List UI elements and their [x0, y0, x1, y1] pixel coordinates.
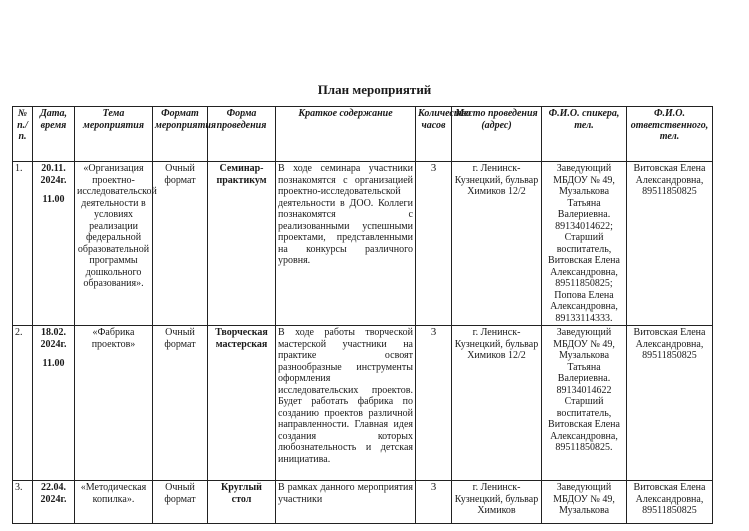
cell-responsible: Витовская Елена Александровна, 89511850825 [627, 162, 713, 326]
cell-summary: В ходе работы творческой мастерской участники на практике освоят разнообразные инструменты оформления исследовательских проектов. Будет работать фабрика по созданию проектов различной направленности. Главная идея создания которых любознательность и детская инициатива. [276, 326, 416, 481]
event-time: 11.00 [42, 194, 65, 205]
cell-hours: 3 [416, 481, 452, 524]
header-responsible: Ф.И.О. ответственного, тел. [627, 107, 713, 162]
header-hours: Количество часов [416, 107, 452, 162]
events-plan-table [12, 106, 713, 524]
cell-format: Очный формат [153, 481, 208, 524]
cell-form: Творческая мастерская [208, 326, 276, 481]
cell-format: Очный формат [153, 326, 208, 481]
table-row [13, 326, 713, 481]
header-summary: Краткое содержание [276, 107, 416, 162]
table-header-row [13, 107, 713, 162]
event-date: 18.02. 2024г. [40, 327, 67, 350]
page-title: План мероприятий [317, 82, 432, 97]
cell-num: 2. [13, 326, 33, 481]
cell-num: 1. [13, 162, 33, 326]
cell-place: г. Ленинск-Кузнецкий, бульвар Химиков 12/2 [452, 326, 542, 481]
cell-place: г. Ленинск-Кузнецкий, бульвар Химиков 12/2 [452, 162, 542, 326]
cell-speaker: Заведующий МБДОУ № 49, Музалькова Татьяна Валериевна. 89134014622 Старший воспитатель, Витовская Елена Александровна, 89511850825. [542, 326, 627, 481]
cell-hours: 3 [416, 326, 452, 481]
cell-summary: В ходе семинара участники познакомятся с организацией проектно-исследовательской деятельности в ДОО. Коллеги познакомятся с реализованными успешными проектами, представленными на конкурсы различного уровня. [276, 162, 416, 326]
table-row [13, 162, 713, 326]
cell-place: г. Ленинск-Кузнецкий, бульвар Химиков [452, 481, 542, 524]
cell-date [33, 481, 75, 524]
cell-summary: В рамках данного мероприятия участники [276, 481, 416, 524]
event-time: 11.00 [42, 358, 65, 369]
cell-responsible: Витовская Елена Александровна, 89511850825 [627, 326, 713, 481]
cell-hours: 3 [416, 162, 452, 326]
cell-date [33, 162, 75, 326]
header-theme: Тема мероприятия [75, 107, 153, 162]
cell-form: Круглый стол [208, 481, 276, 524]
header-date: Дата, время [33, 107, 75, 162]
cell-speaker: Заведующий МБДОУ № 49, Музалькова Татьяна Валериевна. 89134014622; Старший воспитатель, Витовская Елена Александровна, 89511850825; Попова Елена Александровна, 89133114333. [542, 162, 627, 326]
cell-theme: «Фабрика проектов» [75, 326, 153, 481]
cell-num: 3. [13, 481, 33, 524]
event-date: 20.11. 2024г. [40, 163, 67, 186]
table-row [13, 481, 713, 524]
header-num: № п./п. [13, 107, 33, 162]
header-form: Форма проведения [208, 107, 276, 162]
cell-theme: «Организация проектно-исследовательской деятельности в условиях реализации федеральной образовательной программы дошкольного образования». [75, 162, 153, 326]
cell-date [33, 326, 75, 481]
header-format: Формат мероприятия [153, 107, 208, 162]
cell-responsible: Витовская Елена Александровна, 89511850825 [627, 481, 713, 524]
event-date: 22.04. 2024г. [40, 482, 67, 505]
cell-form: Семинар-практикум [208, 162, 276, 326]
header-speaker: Ф.И.О. спикера, тел. [542, 107, 627, 162]
cell-format: Очный формат [153, 162, 208, 326]
header-place: Место проведения (адрес) [452, 107, 542, 162]
cell-theme: «Методическая копилка». [75, 481, 153, 524]
cell-speaker: Заведующий МБДОУ № 49, Музалькова [542, 481, 627, 524]
